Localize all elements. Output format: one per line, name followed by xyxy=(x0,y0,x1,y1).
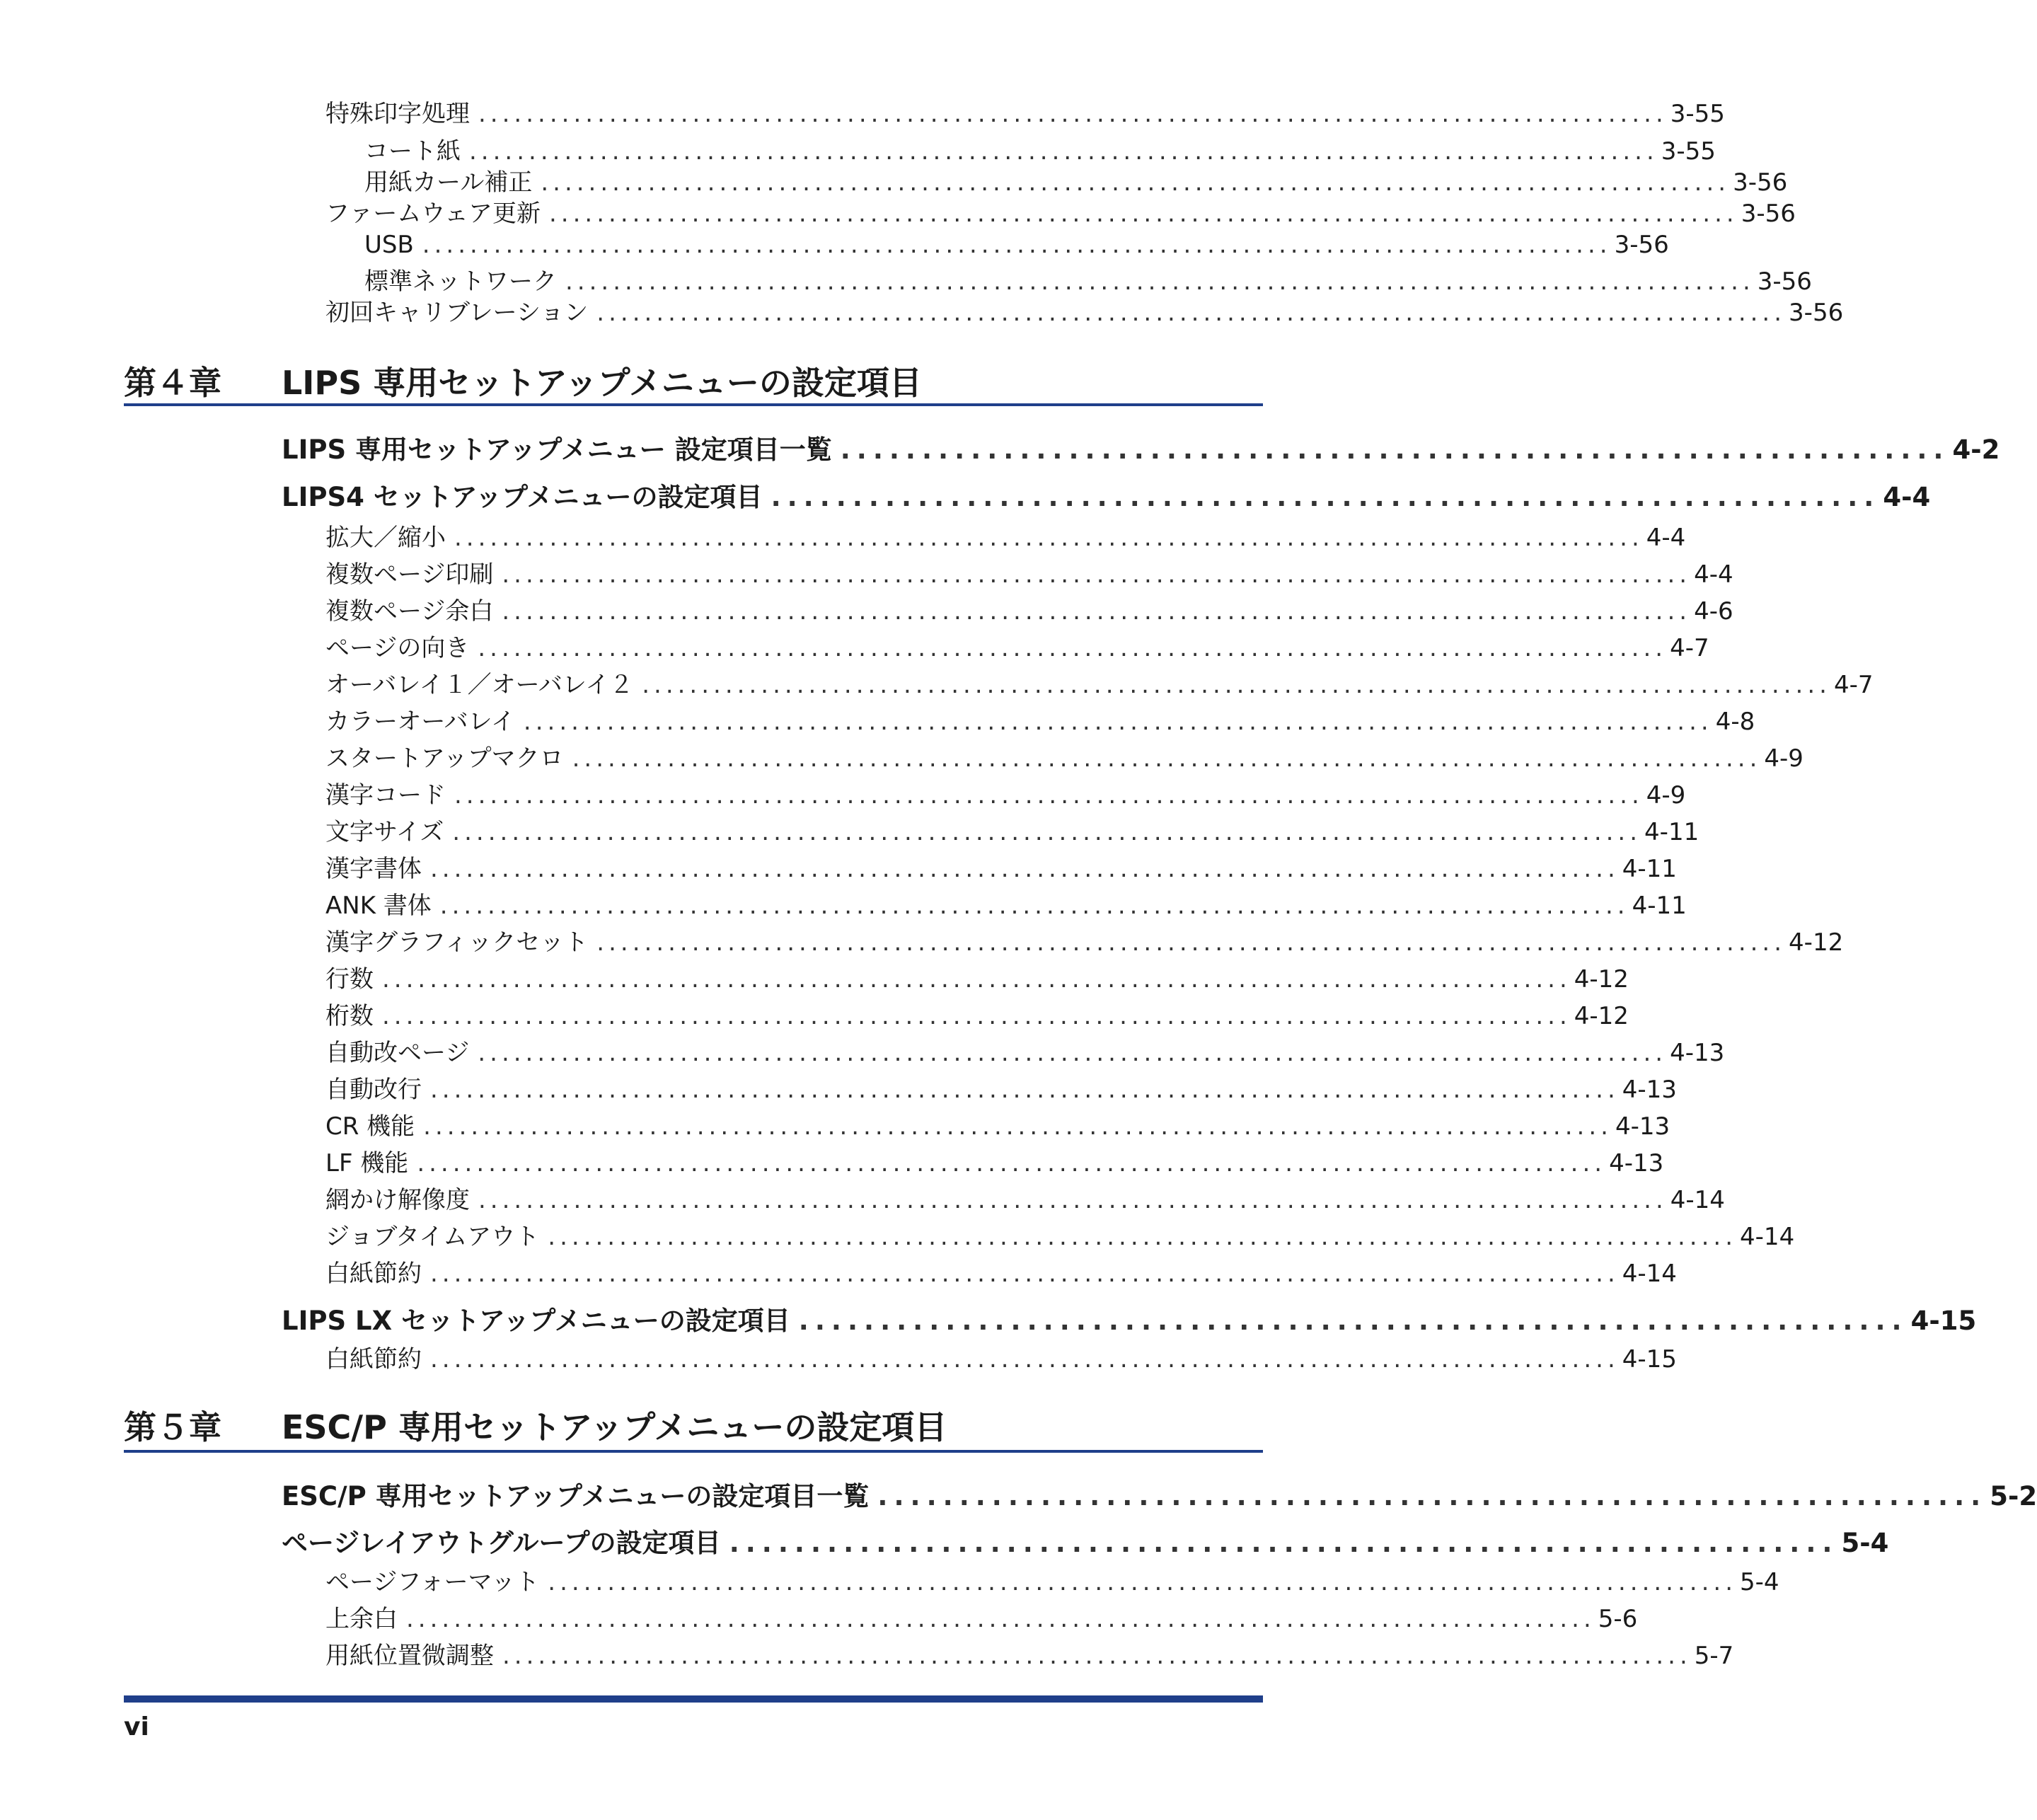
leader-dots: .................................................................................................... xyxy=(548,200,1738,228)
toc-entry[interactable] xyxy=(325,1144,1664,1178)
leader-dots: .................................................................... xyxy=(877,1481,1987,1511)
toc-entry-title: 網かけ解像度 xyxy=(325,1186,470,1214)
toc-entry-page: 4-11 xyxy=(1632,892,1687,920)
leader-dots: .................................................................................................... xyxy=(430,1345,1620,1373)
toc-section-entry[interactable] xyxy=(282,1299,1977,1337)
toc-entry-title: 特殊印字処理 xyxy=(325,100,470,128)
toc-entry-title: LIPS LX セットアップメニューの設定項目 xyxy=(282,1306,790,1336)
leader-dots: .................................................................... xyxy=(771,482,1881,512)
chapter-rule xyxy=(124,403,1263,406)
toc-entry[interactable] xyxy=(325,849,1677,884)
toc-entry[interactable] xyxy=(325,886,1687,921)
toc-entry-page: 4-4 xyxy=(1646,524,1686,552)
footer-rule xyxy=(124,1695,1263,1703)
toc-entry-page: 4-14 xyxy=(1622,1260,1677,1288)
leader-dots: .................................................................................................... xyxy=(454,524,1644,552)
toc-entry-page: 3-55 xyxy=(1661,137,1716,166)
toc-entry-title: 拡大／縮小 xyxy=(325,524,446,552)
leader-dots: .................................................................... xyxy=(798,1306,1908,1336)
toc-entry-title: ページの向き xyxy=(325,634,470,662)
toc-entry-page: 3-56 xyxy=(1733,168,1788,197)
toc-entry-page: 5-6 xyxy=(1598,1605,1638,1633)
leader-dots: .................................................................................................... xyxy=(454,781,1644,810)
toc-entry-page: 4-11 xyxy=(1622,855,1677,883)
toc-entry[interactable] xyxy=(325,996,1629,1031)
toc-entry[interactable] xyxy=(325,628,1709,663)
toc-entry[interactable] xyxy=(364,231,1669,259)
toc-entry-title: LIPS 専用セットアップメニュー 設定項目一覧 xyxy=(282,434,832,465)
toc-entry-title: LF 機能 xyxy=(325,1149,409,1177)
toc-entry-page: 4-13 xyxy=(1622,1076,1677,1104)
toc-entry[interactable] xyxy=(364,262,1812,296)
toc-entry-page: 3-56 xyxy=(1757,267,1812,296)
toc-entry-title: ANK 書体 xyxy=(325,892,432,920)
toc-entry-page: 5-2 xyxy=(1990,1481,2037,1511)
toc-entry[interactable] xyxy=(325,1033,1725,1068)
toc-entry-title: 複数ページ印刷 xyxy=(325,560,494,589)
leader-dots: .................................................................................................... xyxy=(548,1223,1738,1251)
leader-dots: .................................................................................................... xyxy=(382,965,1571,993)
toc-entry-page: 4-7 xyxy=(1833,671,1874,699)
toc-entry-page: 4-12 xyxy=(1574,1002,1629,1030)
leader-dots: .................................................................................................... xyxy=(452,818,1642,846)
toc-entry-title: コート紙 xyxy=(364,137,461,166)
leader-dots: .................................................................................................... xyxy=(565,267,1755,296)
leader-dots: .................................................................................................... xyxy=(502,1642,1692,1670)
toc-entry[interactable] xyxy=(325,1070,1677,1105)
leader-dots: .................................................................................................... xyxy=(478,1039,1668,1067)
toc-section-entry[interactable] xyxy=(282,1475,2037,1513)
chapter-rule xyxy=(124,1450,1263,1453)
leader-dots: .................................................................................................... xyxy=(439,892,1629,920)
toc-entry-title: 上余白 xyxy=(325,1605,398,1633)
toc-entry[interactable] xyxy=(325,555,1733,589)
toc-entry-page: 4-14 xyxy=(1670,1186,1725,1214)
toc-entry-title: 用紙カール補正 xyxy=(364,168,533,197)
chapter-number: 第５章 xyxy=(124,1408,221,1446)
toc-entry[interactable] xyxy=(325,1636,1734,1671)
toc-entry[interactable] xyxy=(325,1254,1677,1289)
toc-entry-title: CR 機能 xyxy=(325,1112,415,1141)
page-number: vi xyxy=(124,1712,149,1741)
toc-entry-title: 標準ネットワーク xyxy=(364,267,557,296)
toc-entry[interactable] xyxy=(325,1599,1638,1634)
toc-entry-page: 4-13 xyxy=(1615,1112,1670,1141)
toc-entry-page: 4-15 xyxy=(1910,1306,1977,1336)
toc-entry-title: ページレイアウトグループの設定項目 xyxy=(282,1528,721,1558)
toc-entry-page: 3-55 xyxy=(1670,100,1725,128)
toc-entry[interactable] xyxy=(325,1180,1725,1215)
toc-entry[interactable] xyxy=(325,518,1686,553)
toc-entry-page: 5-4 xyxy=(1740,1568,1779,1596)
toc-entry-page: 4-9 xyxy=(1764,744,1804,773)
toc-entry-title: カラーオーバレイ xyxy=(325,708,515,736)
toc-entry[interactable] xyxy=(325,1107,1670,1141)
toc-entry-title: オーバレイ１／オーバレイ２ xyxy=(325,671,634,699)
leader-dots: .................................................................................................... xyxy=(430,855,1620,883)
toc-entry-page: 4-7 xyxy=(1670,634,1709,662)
leader-dots: .................................................................................................... xyxy=(430,1260,1620,1288)
toc-entry[interactable] xyxy=(325,960,1629,994)
leader-dots: .................................................................................................... xyxy=(382,1002,1571,1030)
leader-dots: .................................................................................................... xyxy=(596,299,1787,327)
leader-dots: .................................................................................................... xyxy=(422,231,1612,259)
toc-entry-title: USB xyxy=(364,231,414,259)
leader-dots: .................................................................................................... xyxy=(541,168,1731,197)
toc-entry[interactable] xyxy=(325,739,1804,773)
leader-dots: .................................................................................................... xyxy=(469,137,1658,166)
toc-entry-page: 4-4 xyxy=(1883,482,1931,512)
toc-entry[interactable] xyxy=(325,1340,1677,1374)
leader-dots: .................................................................................................... xyxy=(406,1605,1595,1633)
leader-dots: .................................................................................................... xyxy=(596,928,1787,957)
toc-entry-title: LIPS4 セットアップメニューの設定項目 xyxy=(282,482,763,512)
toc-entry-page: 4-9 xyxy=(1646,781,1686,810)
toc-entry-title: 白紙節約 xyxy=(325,1345,422,1373)
leader-dots: .................................................................... xyxy=(729,1528,1839,1558)
toc-entry-title: ページフォーマット xyxy=(325,1568,540,1596)
toc-entry-title: ファームウェア更新 xyxy=(325,200,541,228)
toc-entry-page: 4-14 xyxy=(1740,1223,1795,1251)
leader-dots: .................................................................................................... xyxy=(642,671,1831,699)
toc-entry[interactable] xyxy=(325,1217,1795,1252)
toc-entry-title: 自動改ページ xyxy=(325,1039,470,1067)
toc-entry-title: 初回キャリブレーション xyxy=(325,299,589,327)
toc-entry-title: 用紙位置微調整 xyxy=(325,1642,494,1670)
leader-dots: .................................................................................................... xyxy=(502,560,1692,589)
toc-entry[interactable] xyxy=(364,163,1788,197)
chapter-number: 第４章 xyxy=(124,364,221,402)
leader-dots: .................................................................... xyxy=(840,434,1950,465)
toc-entry-page: 3-56 xyxy=(1741,200,1796,228)
chapter-title: ESC/P 専用セットアップメニューの設定項目 xyxy=(282,1408,947,1446)
toc-entry-page: 3-56 xyxy=(1789,299,1844,327)
toc-entry-title: 自動改行 xyxy=(325,1076,422,1104)
leader-dots: .................................................................................................... xyxy=(478,1186,1668,1214)
toc-entry-page: 4-12 xyxy=(1789,928,1844,957)
toc-entry[interactable] xyxy=(325,94,1725,129)
toc-entry-page: 4-13 xyxy=(1609,1149,1664,1177)
toc-entry[interactable] xyxy=(325,812,1700,847)
toc-entry[interactable] xyxy=(325,293,1844,328)
toc-entry-page: 4-15 xyxy=(1622,1345,1677,1373)
toc-entry-page: 4-6 xyxy=(1694,597,1733,626)
toc-entry-page: 5-7 xyxy=(1694,1642,1734,1670)
toc-entry-title: 漢字コード xyxy=(325,781,446,810)
chapter-title: LIPS 専用セットアップメニューの設定項目 xyxy=(282,364,922,402)
toc-section-entry[interactable] xyxy=(282,428,2000,466)
toc-entry-title: 桁数 xyxy=(325,1002,374,1030)
toc-entry[interactable] xyxy=(325,923,1844,957)
toc-entry-title: 文字サイズ xyxy=(325,818,444,846)
toc-entry[interactable] xyxy=(325,1562,1779,1597)
toc-entry-page: 4-4 xyxy=(1694,560,1733,589)
toc-section-entry[interactable] xyxy=(282,476,1931,514)
leader-dots: .................................................................................................... xyxy=(502,597,1692,626)
leader-dots: .................................................................................................... xyxy=(548,1568,1738,1596)
toc-entry-page: 4-13 xyxy=(1670,1039,1725,1067)
toc-entry[interactable] xyxy=(325,194,1796,229)
toc-entry-page: 4-12 xyxy=(1574,965,1629,993)
leader-dots: .................................................................................................... xyxy=(430,1076,1620,1104)
toc-entry[interactable] xyxy=(325,592,1733,626)
toc-entry-page: 5-4 xyxy=(1841,1528,1889,1558)
toc-entry-title: 漢字グラフィックセット xyxy=(325,928,589,957)
toc-entry-title: 白紙節約 xyxy=(325,1260,422,1288)
leader-dots: .................................................................................................... xyxy=(417,1149,1607,1177)
leader-dots: .................................................................................................... xyxy=(478,100,1668,128)
toc-section-entry[interactable] xyxy=(282,1521,1889,1560)
leader-dots: .................................................................................................... xyxy=(423,1112,1612,1141)
toc-entry-title: 複数ページ余白 xyxy=(325,597,494,626)
toc-entry[interactable] xyxy=(364,132,1716,166)
toc-entry-title: 漢字書体 xyxy=(325,855,422,883)
leader-dots: .................................................................................................... xyxy=(523,708,1713,736)
toc-entry-page: 4-2 xyxy=(1952,434,2000,465)
toc-entry[interactable] xyxy=(325,665,1874,700)
toc-entry[interactable] xyxy=(325,776,1686,810)
toc-entry[interactable] xyxy=(325,702,1755,737)
toc-entry-page: 4-11 xyxy=(1644,818,1700,846)
toc-entry-title: ESC/P 専用セットアップメニューの設定項目一覧 xyxy=(282,1481,870,1511)
leader-dots: .................................................................................................... xyxy=(572,744,1762,773)
toc-entry-title: スタートアップマクロ xyxy=(325,744,564,773)
toc-entry-title: ジョブタイムアウト xyxy=(325,1223,540,1251)
toc-entry-page: 3-56 xyxy=(1614,231,1669,259)
toc-entry-title: 行数 xyxy=(325,965,374,993)
leader-dots: .................................................................................................... xyxy=(478,634,1668,662)
toc-entry-page: 4-8 xyxy=(1715,708,1755,736)
